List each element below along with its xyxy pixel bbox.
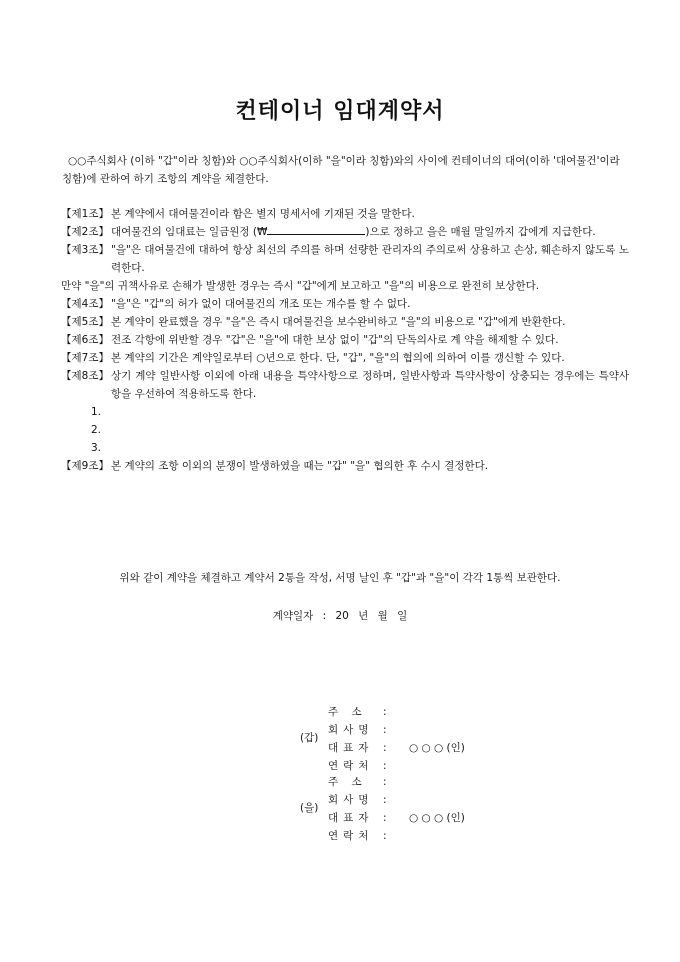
- article-text: [111, 223, 629, 241]
- party-b-address-row: [328, 773, 588, 791]
- field-label: 회사명: [328, 724, 374, 736]
- party-b-company-row: [328, 791, 588, 809]
- field-value: [397, 721, 588, 739]
- party-a-label: (갑): [300, 732, 319, 744]
- party-a-company-row: [328, 721, 588, 739]
- article-text-before: 대여물건의 임대료는 일금원정 (₩: [111, 226, 268, 238]
- article-1: [61, 205, 629, 223]
- article-2: [61, 223, 629, 241]
- party-a-representative-row: [328, 739, 588, 757]
- article-text: "을"은 "갑"의 허가 없이 대여물건의 개조 또는 개수를 할 수 없다.: [111, 298, 411, 310]
- amount-blank: [267, 224, 365, 235]
- articles-list: [61, 205, 629, 475]
- article-number: 【제8조】: [61, 370, 109, 382]
- field-colon: :: [383, 760, 387, 772]
- contract-date: 계약일자 : 20 년 월 일: [272, 610, 408, 622]
- document-title: 컨테이너 임대계약서: [235, 99, 445, 124]
- article-number: 【제3조】: [61, 244, 109, 256]
- article-5: [61, 313, 629, 331]
- field-label: 대표자: [328, 742, 374, 754]
- article-number: 【제4조】: [61, 298, 109, 310]
- field-colon: :: [383, 812, 387, 824]
- article-text: "을"은 대여물건에 대하여 항상 최선의 주의를 하며 선량한 관리자의 주의로써 상용하고 손상, 훼손하지 않도록 노력한다.: [111, 244, 629, 274]
- article-number: 【제2조】: [61, 226, 109, 238]
- article-3: [61, 241, 629, 277]
- article-text: 본 계약의 기간은 계약일로부터 ○년으로 한다. 단, "갑", "을"의 협의에 의하여 이를 갱신할 수 있다.: [111, 352, 565, 364]
- article-text: 본 계약의 조항 이외의 분쟁이 발생하였을 때는 "갑" "을" 협의한 후 수시 결정한다.: [111, 460, 489, 472]
- field-label: 주 소: [328, 706, 367, 718]
- article-number: 【제9조】: [61, 460, 109, 472]
- article-3-addendum: 만약 "을"의 귀책사유로 손해가 발생한 경우는 즉시 "갑"에게 보고하고 "을"의 비용으로 완전히 보상한다.: [61, 280, 540, 292]
- article-number: 【제7조】: [61, 352, 109, 364]
- field-label: 회사명: [328, 794, 374, 806]
- field-value: [397, 703, 588, 721]
- field-colon: :: [383, 794, 387, 806]
- party-a-rows: [328, 703, 588, 775]
- article-text: 본 계약이 완료했을 경우 "을"은 즉시 대여물건을 보수완비하고 "을"의 비용으로 "갑"에게 반환한다.: [111, 316, 566, 328]
- party-b-contact-row: [328, 827, 588, 845]
- field-label: 대표자: [328, 812, 374, 824]
- article-text: 전조 각항에 위반할 경우 "갑"은 "을"에 대한 보상 없이 "갑"의 단독의사로 계 약을 해제할 수 있다.: [111, 334, 559, 346]
- intro-paragraph: ○○주식회사 (이하 "갑"이라 칭함)와 ○○주식회사(이하 "을"이라 칭함)와의 사이에 컨테이너의 대여(이하 '대여물건'이라 칭함)에 관하여 하기 조항의 계약을 체결한다.: [62, 155, 620, 185]
- article-number: 【제5조】: [61, 316, 109, 328]
- party-b-label: (을): [300, 802, 319, 814]
- article-number: 【제1조】: [61, 208, 109, 220]
- field-colon: :: [383, 724, 387, 736]
- special-term-2: 2.: [91, 424, 102, 436]
- field-value: ○ ○ ○ (인): [409, 812, 465, 824]
- field-colon: :: [383, 830, 387, 842]
- field-label: 주 소: [328, 776, 367, 788]
- article-number: 【제6조】: [61, 334, 109, 346]
- article-8: [61, 367, 629, 403]
- article-6: [61, 331, 629, 349]
- article-text: 본 계약에서 대여물건이라 함은 별지 명세서에 기재된 것을 말한다.: [111, 208, 415, 220]
- special-term-3: 3.: [91, 442, 102, 454]
- field-colon: :: [383, 742, 387, 754]
- party-b-rows: [328, 773, 588, 845]
- field-label: 연락처: [328, 760, 374, 772]
- field-colon: :: [383, 776, 387, 788]
- field-value: [397, 827, 588, 845]
- special-term-1: 1.: [91, 406, 102, 418]
- article-7: [61, 349, 629, 367]
- article-text: 상기 계약 일반사항 이외에 아래 내용을 특약사항으로 정하며, 일반사항과 특약사항이 상충되는 경우에는 특약사항을 우선하여 적용하도록 한다.: [111, 370, 629, 400]
- article-4: [61, 295, 629, 313]
- field-colon: :: [383, 706, 387, 718]
- party-b-representative-row: [328, 809, 588, 827]
- field-label: 연락처: [328, 830, 374, 842]
- field-value: [397, 773, 588, 791]
- article-text-after: )으로 정하고 을은 매월 말일까지 갑에게 지급한다.: [365, 226, 596, 238]
- article-9: [61, 457, 629, 475]
- closing-statement: 위와 같이 계약을 체결하고 계약서 2통을 작성, 서명 날인 후 "갑"과 "을"이 각각 1통씩 보관한다.: [119, 572, 561, 584]
- field-value: [397, 791, 588, 809]
- party-a-address-row: [328, 703, 588, 721]
- field-value: ○ ○ ○ (인): [409, 742, 465, 754]
